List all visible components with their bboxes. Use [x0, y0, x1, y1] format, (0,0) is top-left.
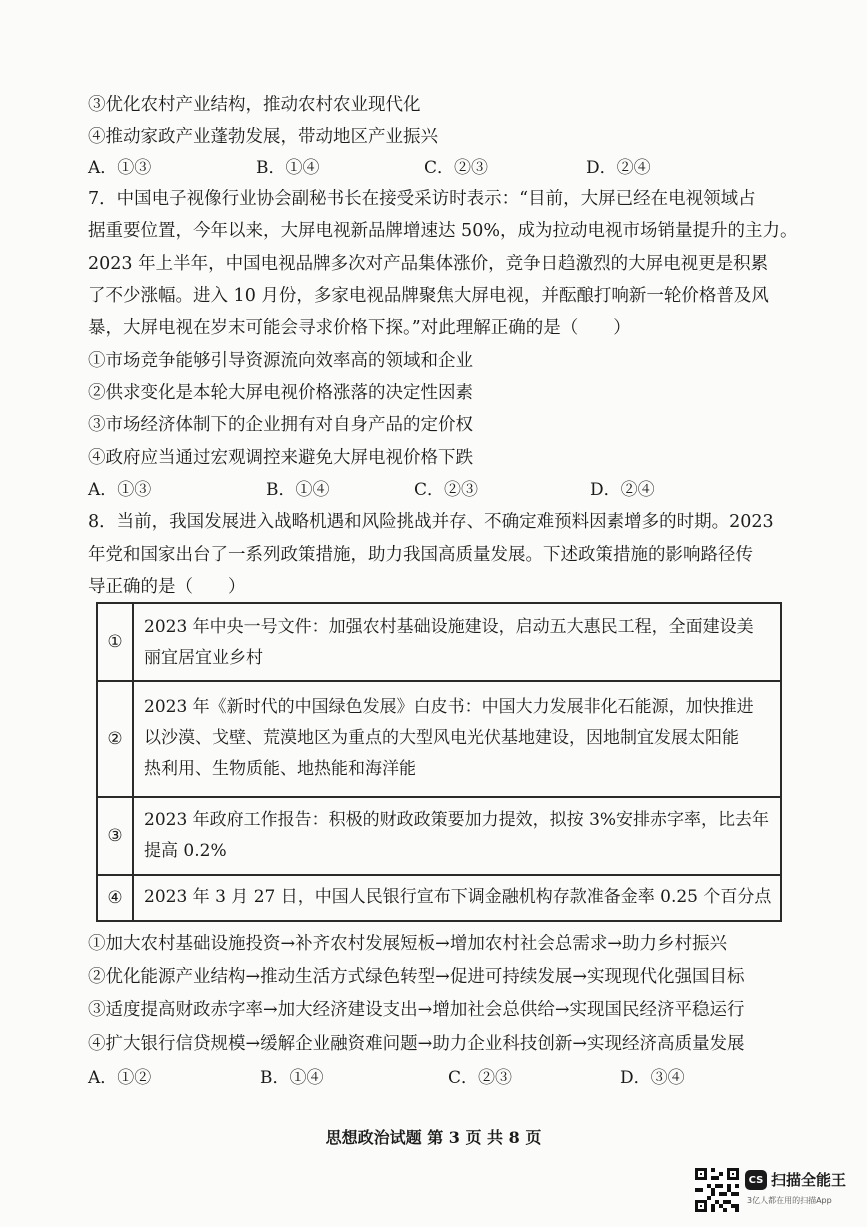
- row-text: [144, 612, 774, 674]
- q7-stem-line-2: 据重要位置，今年以来，大屏电视新品牌增速达 50%，成为拉动电视市场销量提升的主力。: [88, 221, 798, 241]
- table-row: [98, 604, 780, 682]
- prev-item-3: ③优化农村产业结构，推动农村农业现代化: [88, 95, 421, 115]
- row-text-line: 以沙漠、戈壁、荒漠地区为重点的大型风电光伏基地建设，因地制宜发展太阳能: [144, 728, 739, 748]
- scanner-app-name: 扫描全能王: [771, 1171, 847, 1189]
- page-footer: 思想政治试题 第 3 页 共 8 页: [325, 1128, 542, 1147]
- q8-item-2: ②优化能源产业结构→推动生活方式绿色转型→促进可持续发展→实现现代化强国目标: [88, 967, 745, 987]
- q7-item-1: ①市场竞争能够引导资源流向效率高的领域和企业: [88, 351, 473, 371]
- q8-stem-line-1: 8．当前，我国发展进入战略机遇和风险挑战并存、不确定难预料因素增多的时期。2023: [88, 512, 774, 532]
- row-text-line: 2023 年 3 月 27 日，中国人民银行宣布下调金融机构存款准备金率 0.25 个百分点: [144, 887, 772, 907]
- row-text-line: 丽宜居宜业乡村: [144, 648, 263, 668]
- option-a: A．①③: [88, 480, 152, 500]
- q7-options: [88, 478, 788, 502]
- q7-stem-line-5: 暴，大屏电视在岁末可能会寻求价格下探。”对此理解正确的是（ ）: [88, 318, 631, 338]
- option-b: B．①④: [256, 158, 320, 178]
- qr-code-icon: [695, 1168, 739, 1212]
- table-row: [98, 682, 780, 798]
- scanner-app-tagline: 3亿人都在用的扫描App: [747, 1196, 832, 1205]
- q8-item-3: ③适度提高财政赤字率→加大经济建设支出→增加社会总供给→实现国民经济平稳运行: [88, 1000, 745, 1020]
- option-d: D．②④: [590, 480, 655, 500]
- q7-item-3: ③市场经济体制下的企业拥有对自身产品的定价权: [88, 415, 473, 435]
- q8-item-4: ④扩大银行信贷规模→缓解企业融资难问题→助力企业科技创新→实现经济高质量发展: [88, 1034, 745, 1054]
- q7-stem-line-3: 2023 年上半年，中国电视品牌多次对产品集体涨价，竞争日趋激烈的大屏电视更是积累: [88, 254, 769, 274]
- option-c: C．②③: [448, 1068, 513, 1088]
- option-a: A．①③: [88, 158, 152, 178]
- prev-item-4: ④推动家政产业蓬勃发展，带动地区产业振兴: [88, 127, 438, 147]
- row-text: [144, 882, 774, 913]
- row-number: ①: [98, 604, 134, 680]
- option-b: B．①④: [266, 480, 330, 500]
- row-text-line: 热利用、生物质能、地热能和海洋能: [144, 759, 416, 779]
- scanner-watermark: [695, 1168, 855, 1218]
- row-number: ②: [98, 682, 134, 796]
- policy-table: [96, 602, 782, 922]
- row-text-line: 提高 0.2%: [144, 841, 227, 861]
- row-text-line: 2023 年中央一号文件：加强农村基础设施建设，启动五大惠民工程，全面建设美: [144, 617, 754, 637]
- q7-stem-line-4: 了不少涨幅。进入 10 月份，多家电视品牌聚焦大屏电视，并酝酿打响新一轮价格普及风: [88, 286, 769, 306]
- option-a: A．①②: [88, 1068, 152, 1088]
- camscanner-logo-icon: CS: [745, 1170, 767, 1190]
- option-c: C．②③: [424, 158, 489, 178]
- row-number: ③: [98, 798, 134, 874]
- q7-stem-line-1: 7．中国电子视像行业协会副秘书长在接受采访时表示：“目前，大屏已经在电视领域占: [88, 189, 756, 209]
- row-text: [144, 805, 774, 867]
- option-d: D．②④: [586, 158, 651, 178]
- q8-stem-line-2: 年党和国家出台了一系列政策措施，助力我国高质量发展。下述政策措施的影响路径传: [88, 545, 753, 565]
- row-text-line: 2023 年政府工作报告：积极的财政政策要加力提效，拟按 3%安排赤字率，比去年: [144, 810, 770, 830]
- row-text-line: 2023 年《新时代的中国绿色发展》白皮书：中国大力发展非化石能源，加快推进: [144, 697, 754, 717]
- table-row: [98, 798, 780, 876]
- q7-item-4: ④政府应当通过宏观调控来避免大屏电视价格下跌: [88, 448, 473, 468]
- option-b: B．①④: [260, 1068, 324, 1088]
- q8-options: [88, 1066, 788, 1090]
- q8-item-1: ①加大农村基础设施投资→补齐农村发展短板→增加农村社会总需求→助力乡村振兴: [88, 934, 727, 954]
- q7-item-2: ②供求变化是本轮大屏电视价格涨落的决定性因素: [88, 383, 473, 403]
- option-d: D．③④: [620, 1068, 685, 1088]
- option-c: C．②③: [414, 480, 479, 500]
- table-row: [98, 876, 780, 920]
- prev-options: [88, 156, 788, 180]
- row-number: ④: [98, 876, 134, 920]
- row-text: [144, 692, 774, 785]
- q8-stem-line-3: 导正确的是（ ）: [88, 577, 246, 597]
